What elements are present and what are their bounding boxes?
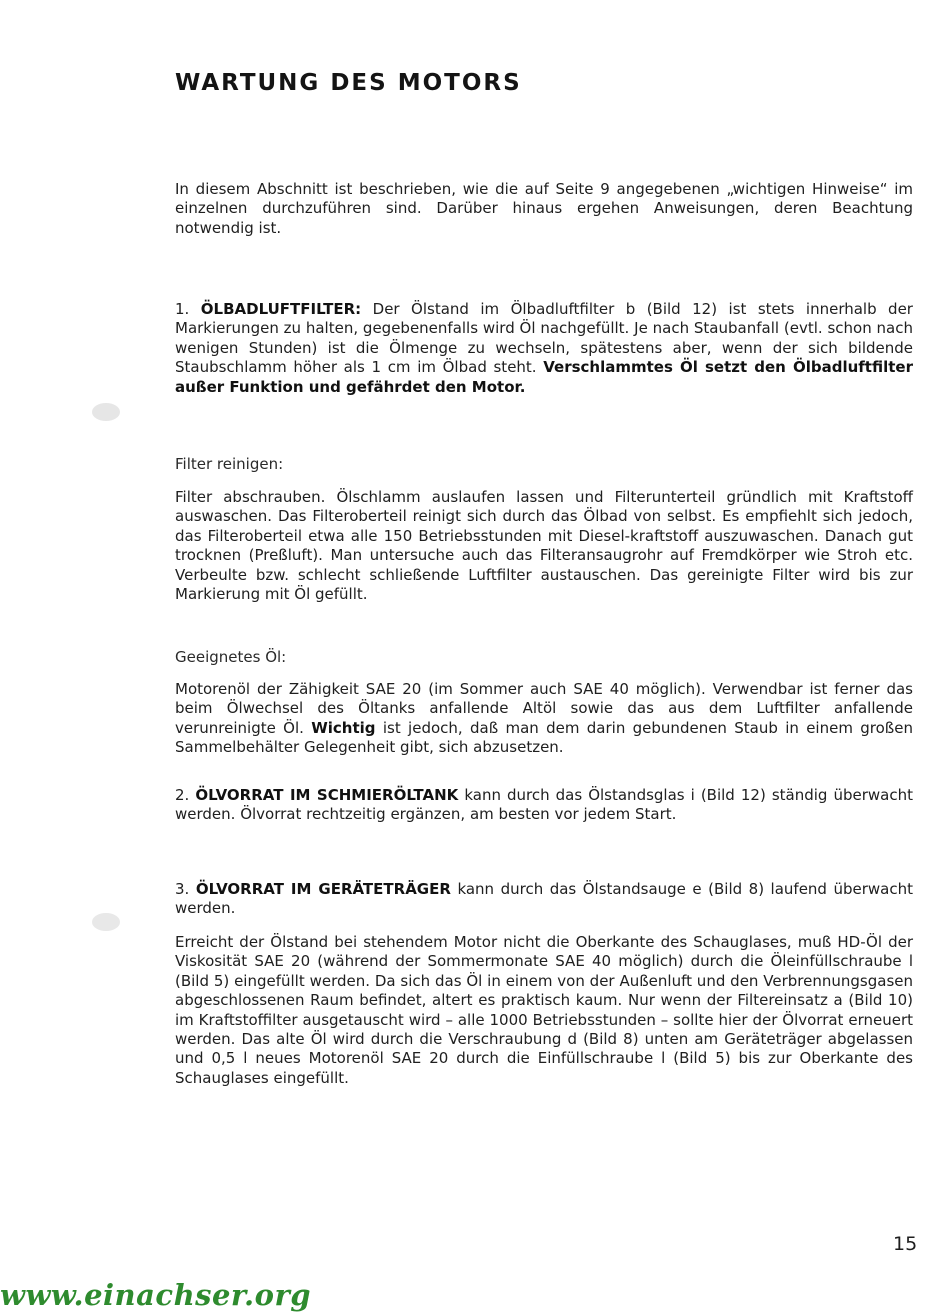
section-text: Der Ölstand im Ölbadluftfilter b (Bild 12) ist stets innerhalb der Markierungen zu halten, gegebenenfalls wird Öl nachgefüllt. Je nach Staubanfall (evtl. schon nach wenigen Stunden) ist die Ölmenge zu wechseln, spätestens aber, wenn der sich bildende Staubschlamm höher als 1 cm im Ölbad steht. bbox=[175, 300, 913, 377]
geraetetraeger-detail-paragraph: Erreicht der Ölstand bei stehendem Motor nicht die Oberkante des Schauglases, muß HD-Öl der Viskosität SAE 20 (während der Sommermonate SAE 40 möglich) durch die Öleinfüllschraube l (Bild 5) eingefüllt werden. Da sich das Öl in einem von der Außenluft und den Verbrennungsgasen abgeschlossenen Raum befindet, altert es praktisch kaum. Nur wenn der Filtereinsatz a (Bild 10) im Kraftstoffilter ausgetauscht wird – alle 1000 Betriebsstunden – sollte hier der Ölvorrat erneuert werden. Das alte Öl wird durch die Verschraubung d (Bild 8) unten am Geräteträger abgelassen und 0,5 l neues Motorenöl SAE 20 durch die Einfüllschraube l (Bild 5) bis zur Oberkante des Schauglases eingefüllt. bbox=[175, 933, 913, 1087]
scan-smudge bbox=[88, 908, 128, 938]
section-number: 3. bbox=[175, 880, 190, 898]
oil-paragraph bbox=[175, 680, 913, 758]
filter-heading: Filter reinigen: bbox=[175, 455, 284, 473]
filter-paragraph: Filter abschrauben. Ölschlamm auslaufen lassen und Filterunterteil gründlich mit Kraftstoff auswaschen. Das Filteroberteil reinigt sich durch das Ölbad von selbst. Es empfiehlt sich jedoch, das Filteroberteil etwa alle 150 Betriebsstunden mit Diesel-kraftstoff auszuwaschen. Danach gut trocknen (Preßluft). Man untersuche auch das Filteransaugrohr auf Fremdkörper wie Stroh etc. Verbeulte bzw. schlecht schließende Luftfilter austauschen. Das gereinigte Filter wird bis zur Markierung mit Öl gefüllt. bbox=[175, 488, 913, 604]
oil-emphasis: Wichtig bbox=[311, 718, 376, 737]
oil-text-a: Motorenöl der Zähigkeit SAE 20 (im Sommer auch SAE 40 möglich). Verwendbar ist ferner das beim Ölwechsel des Öltanks anfallende Altöl sowie das aus dem Luftfilter anfallende verunreinigte Öl. bbox=[175, 680, 913, 737]
section-number: 1. bbox=[175, 300, 190, 318]
page-title: WARTUNG DES MOTORS bbox=[175, 70, 522, 96]
section-heading: ÖLBADLUFTFILTER: bbox=[200, 300, 362, 318]
section-schmieroeltank bbox=[175, 786, 913, 825]
section-heading: ÖLVORRAT IM GERÄTETRÄGER bbox=[195, 880, 451, 898]
section-text: kann durch das Ölstandsauge e (Bild 8) laufend überwacht werden. bbox=[175, 880, 913, 918]
intro-paragraph: In diesem Abschnitt ist beschrieben, wie die auf Seite 9 angegebenen „wichtigen Hinweise“ im einzelnen durchzuführen sind. Darüber hinaus ergehen Anweisungen, deren Beachtung notwendig ist. bbox=[175, 180, 913, 237]
section-text: kann durch das Ölstandsglas i (Bild 12) ständig überwacht werden. Ölvorrat rechtzeitig ergänzen, am besten vor jedem Start. bbox=[175, 786, 913, 824]
warning-text: Verschlammtes Öl setzt den Ölbadluftfilter außer Funktion und gefährdet den Motor. bbox=[175, 358, 913, 396]
scan-smudge bbox=[88, 398, 128, 428]
section-geraetetraeger bbox=[175, 880, 913, 919]
section-number: 2. bbox=[175, 786, 190, 804]
footer-watermark-url: www.einachser.org bbox=[0, 1278, 312, 1312]
oil-text-b: ist jedoch, daß man dem darin gebundenen Staub in einem großen Sammelbehälter Gelegenheit gibt, sich abzusetzen. bbox=[175, 718, 913, 757]
section-oelbadluftfilter bbox=[175, 300, 913, 397]
section-heading: ÖLVORRAT IM SCHMIERÖLTANK bbox=[195, 786, 459, 804]
oil-heading: Geeignetes Öl: bbox=[175, 648, 287, 666]
page-number: 15 bbox=[893, 1233, 918, 1255]
